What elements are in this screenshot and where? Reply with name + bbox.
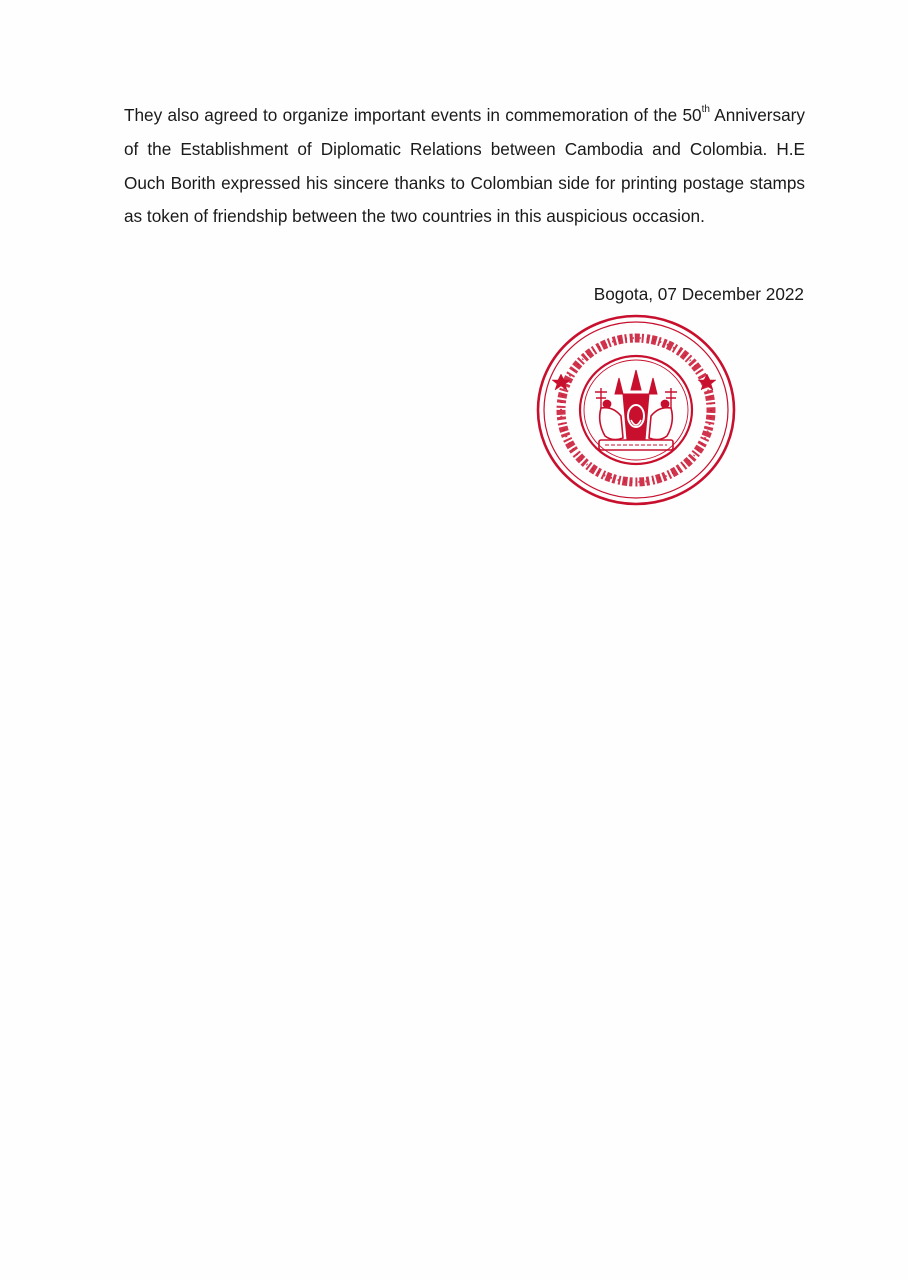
official-seal-icon	[535, 312, 737, 508]
paragraph-text-end: Anniversary of the Establishment of Diplomatic Relations between Cambodia and Colombia. H.E Ouch Borith expressed his sincere thanks to Colombian side for printing postage stamps as token of friendship between the two countries in this auspicious occasion.	[124, 105, 805, 227]
ordinal-superscript: th	[701, 104, 710, 116]
dateline: Bogota, 07 December 2022	[593, 284, 804, 304]
body-paragraph	[124, 99, 805, 234]
paragraph-text-start: They also agreed to organize important events in commemoration of the 50	[124, 105, 702, 125]
